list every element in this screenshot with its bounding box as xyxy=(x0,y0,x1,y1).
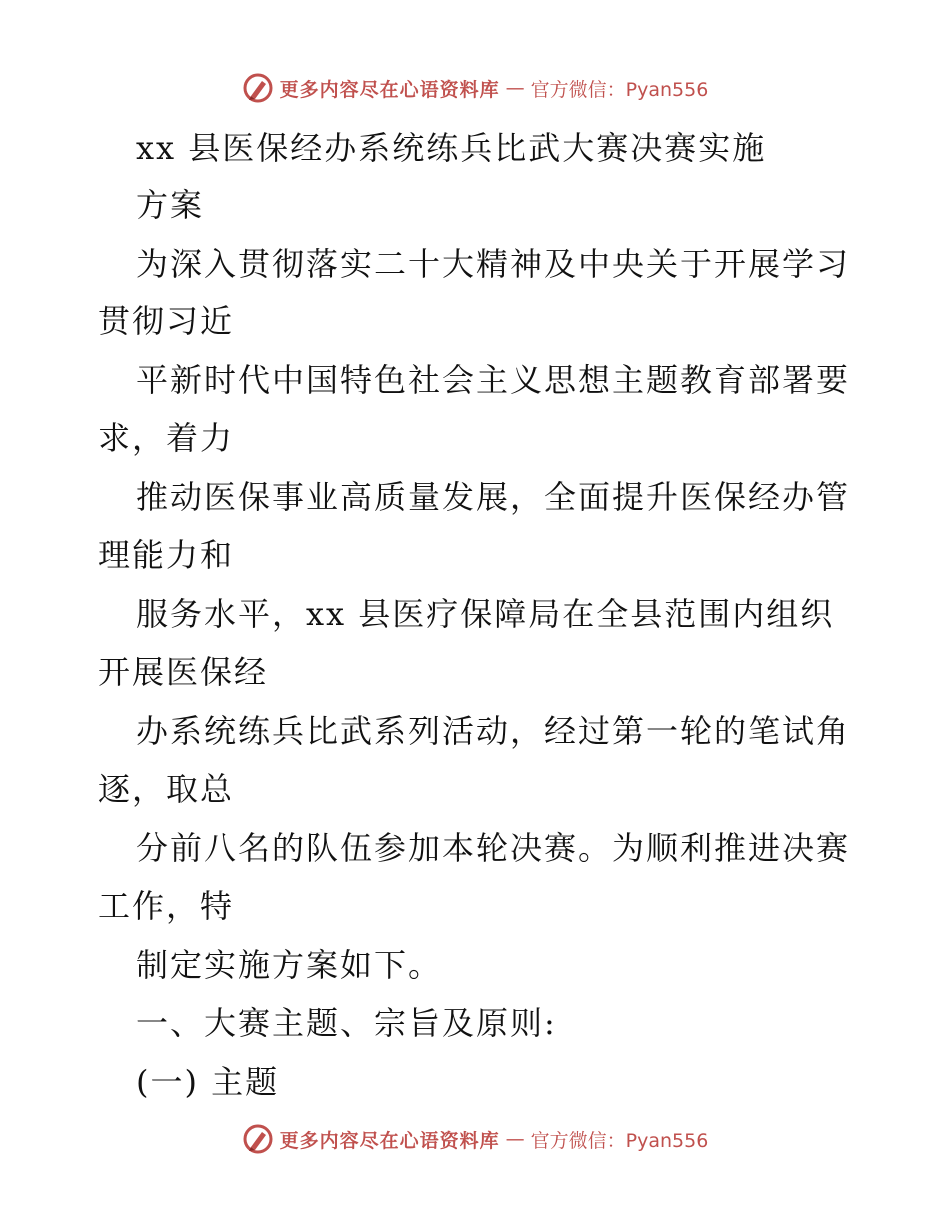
doc-section-heading: 一、大赛主题、宗旨及原则: xyxy=(136,1004,557,1042)
doc-paragraph-line: 推动医保事业高质量发展，全面提升医保经办管 xyxy=(136,478,851,516)
banner-dash: — xyxy=(505,1128,525,1150)
doc-paragraph-line: 求，着力 xyxy=(98,419,235,457)
doc-subsection-heading: (一) 主题 xyxy=(136,1063,280,1101)
doc-paragraph-line: 制定实施方案如下。 xyxy=(136,946,443,984)
doc-paragraph-line: 贯彻习近 xyxy=(98,302,235,340)
banner-contact: 官方微信：Pyan556 xyxy=(530,78,709,101)
banner-dash: — xyxy=(505,77,525,99)
doc-paragraph-line: 平新时代中国特色社会主义思想主题教育部署要 xyxy=(136,361,851,399)
doc-title-line-2: 方案 xyxy=(136,186,205,224)
doc-paragraph-line: 办系统练兵比武系列活动，经过第一轮的笔试角 xyxy=(136,712,851,750)
banner-contact: 官方微信：Pyan556 xyxy=(530,1129,709,1152)
doc-title-line-1: xx 县医保经办系统练兵比武大赛决赛实施 xyxy=(136,129,767,167)
pen-logo-icon xyxy=(242,72,274,104)
footer-watermark xyxy=(0,1123,950,1155)
banner-brand: 更多内容尽在心语资料库 xyxy=(279,1129,500,1152)
doc-paragraph-line: 服务水平，xx 县医疗保障局在全县范围内组织 xyxy=(136,595,835,633)
doc-paragraph-line: 逐，取总 xyxy=(98,770,235,808)
doc-paragraph-line: 工作，特 xyxy=(98,887,235,925)
doc-paragraph-line: 为深入贯彻落实二十大精神及中央关于开展学习 xyxy=(136,245,851,283)
doc-paragraph-line: 分前八名的队伍参加本轮决赛。为顺利推进决赛 xyxy=(136,829,851,867)
header-watermark xyxy=(0,72,950,104)
pen-logo-icon xyxy=(242,1123,274,1155)
doc-paragraph-line: 理能力和 xyxy=(98,536,235,574)
banner-brand: 更多内容尽在心语资料库 xyxy=(279,78,500,101)
doc-paragraph-line: 开展医保经 xyxy=(98,653,269,691)
